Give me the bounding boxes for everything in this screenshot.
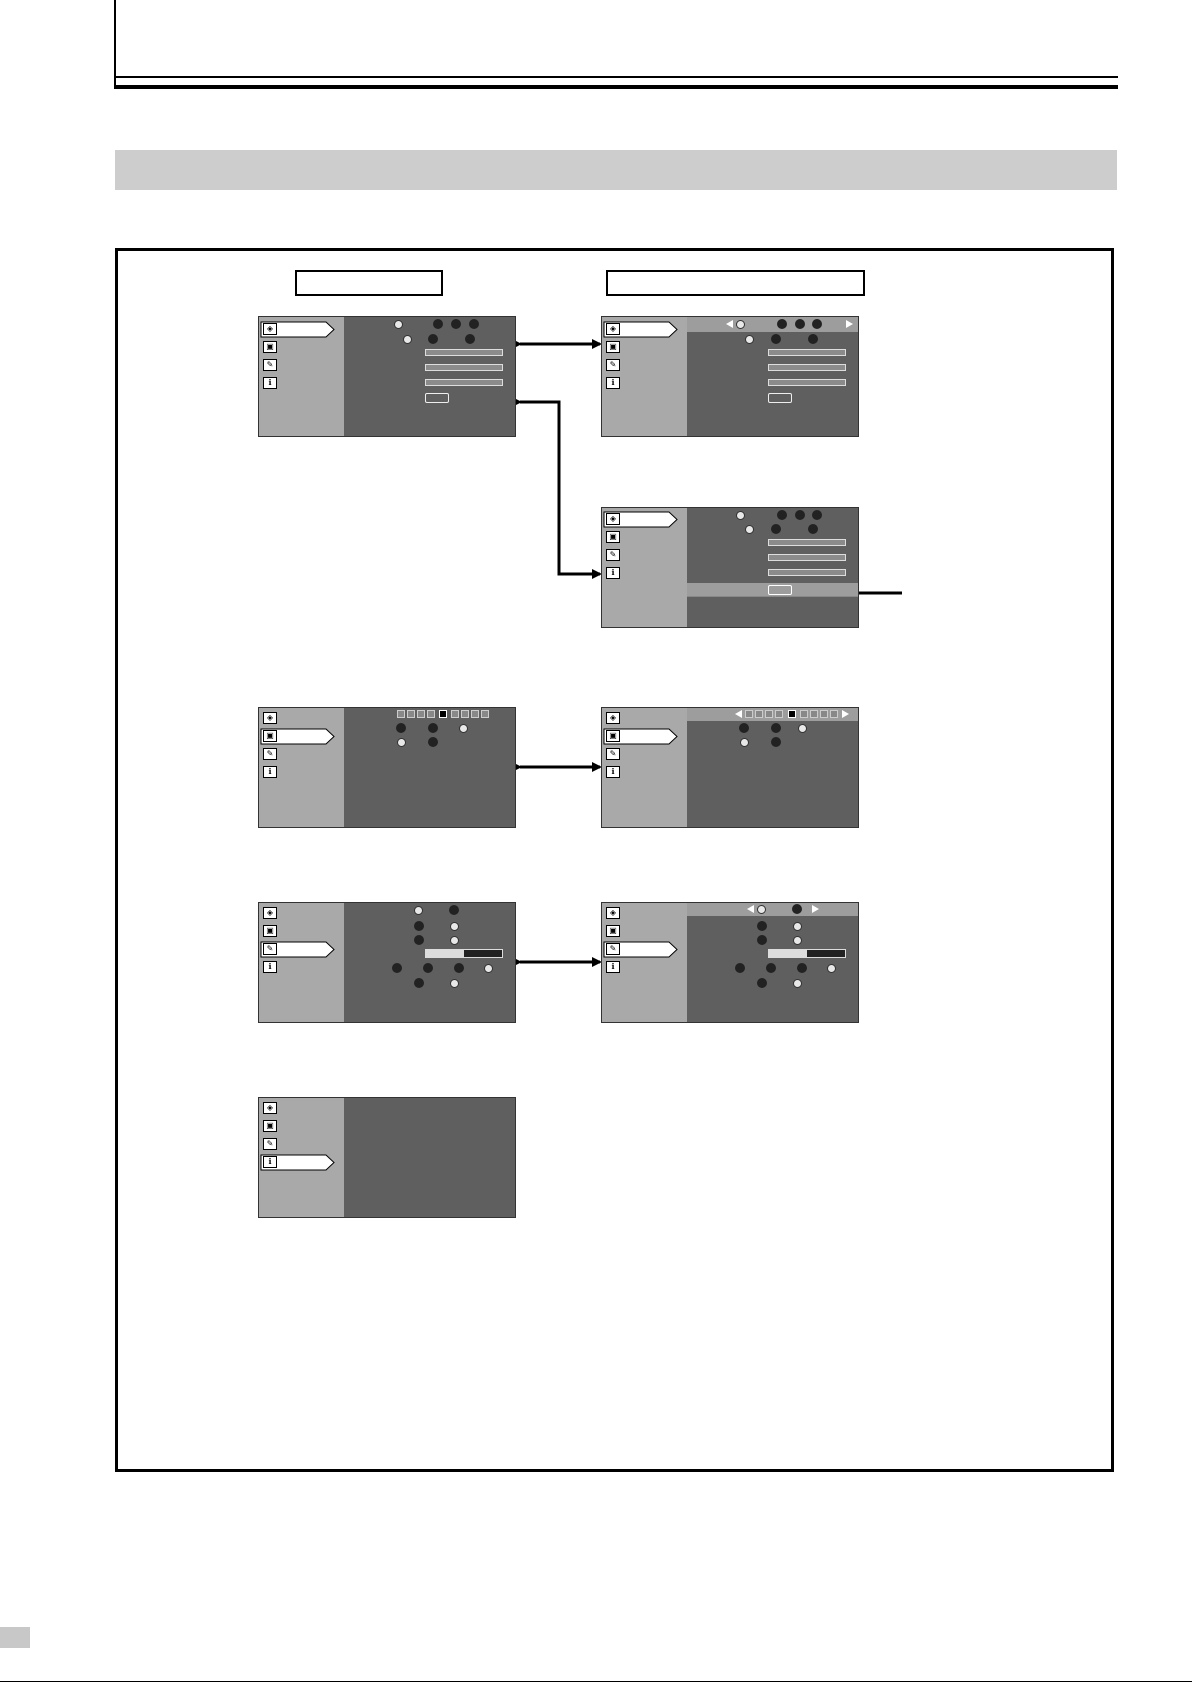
option-dot[interactable] <box>396 723 406 733</box>
screen-icon[interactable]: ▣ <box>606 531 620 543</box>
option-dot[interactable] <box>812 510 822 520</box>
info-icon[interactable]: ℹ <box>263 766 277 778</box>
option-dot[interactable] <box>792 904 802 914</box>
option-dot[interactable] <box>414 978 424 988</box>
info-icon[interactable]: ℹ <box>263 1156 277 1168</box>
aspect-option[interactable] <box>755 710 763 718</box>
right-arrow-icon[interactable] <box>846 320 853 328</box>
option-marker <box>414 906 423 915</box>
option-dot[interactable] <box>777 510 787 520</box>
option-marker <box>736 511 745 520</box>
aspect-option[interactable] <box>407 710 415 718</box>
option-marker <box>450 936 459 945</box>
setup-icon[interactable]: ✎ <box>606 549 620 561</box>
option-dot[interactable] <box>449 905 459 915</box>
aspect-option[interactable] <box>745 710 753 718</box>
option-dot[interactable] <box>428 737 438 747</box>
reset-button[interactable] <box>425 393 449 403</box>
option-marker <box>745 525 754 534</box>
aspect-option-selected[interactable] <box>788 710 796 718</box>
setup-icon[interactable]: ✎ <box>606 359 620 371</box>
aspect-option[interactable] <box>820 710 828 718</box>
setup-menu <box>258 902 516 1023</box>
picture-menu <box>258 316 516 437</box>
option-dot[interactable] <box>392 963 402 973</box>
info-icon[interactable]: ℹ <box>606 377 620 389</box>
info-icon[interactable]: ℹ <box>263 961 277 973</box>
reset-button[interactable] <box>768 393 792 403</box>
option-dot[interactable] <box>808 524 818 534</box>
option-dot[interactable] <box>465 334 475 344</box>
adjust-bar[interactable] <box>768 539 846 546</box>
option-dot[interactable] <box>757 921 767 931</box>
left-arrow-icon[interactable] <box>726 320 733 328</box>
info-icon[interactable]: ℹ <box>606 766 620 778</box>
picture-menu-reset <box>601 507 859 628</box>
option-dot[interactable] <box>423 963 433 973</box>
aspect-option[interactable] <box>427 710 435 718</box>
option-dot[interactable] <box>771 737 781 747</box>
setup-icon[interactable]: ✎ <box>263 359 277 371</box>
info-menu <box>258 1097 516 1218</box>
arrow-picture-reset <box>520 402 600 574</box>
option-dot[interactable] <box>454 963 464 973</box>
aspect-option[interactable] <box>417 710 425 718</box>
adjust-bar[interactable] <box>768 364 846 371</box>
adjust-bar[interactable] <box>425 349 503 356</box>
picture-icon[interactable]: ◈ <box>606 513 620 525</box>
aspect-option[interactable] <box>830 710 838 718</box>
picture-icon[interactable]: ◈ <box>263 712 277 724</box>
aspect-option[interactable] <box>397 710 405 718</box>
picture-icon[interactable]: ◈ <box>263 907 277 919</box>
option-marker <box>450 922 459 931</box>
screen-icon[interactable]: ▣ <box>263 1120 277 1132</box>
screen-menu <box>258 707 516 828</box>
adjust-bar[interactable] <box>768 379 846 386</box>
option-marker <box>397 738 406 747</box>
picture-icon[interactable]: ◈ <box>263 1102 277 1114</box>
setup-icon[interactable]: ✎ <box>263 1138 277 1150</box>
option-dot[interactable] <box>428 723 438 733</box>
aspect-option[interactable] <box>461 710 469 718</box>
option-marker <box>484 964 493 973</box>
screen-icon[interactable]: ▣ <box>263 730 277 742</box>
left-arrow-icon[interactable] <box>747 905 754 913</box>
option-marker <box>403 335 412 344</box>
option-dot[interactable] <box>451 319 461 329</box>
option-dot[interactable] <box>414 935 424 945</box>
setup-slider[interactable] <box>768 949 846 958</box>
option-dot[interactable] <box>735 963 745 973</box>
setup-icon[interactable]: ✎ <box>263 748 277 760</box>
option-dot[interactable] <box>739 723 749 733</box>
option-dot[interactable] <box>795 510 805 520</box>
option-marker <box>827 964 836 973</box>
option-marker <box>740 738 749 747</box>
option-dot[interactable] <box>771 524 781 534</box>
picture-icon[interactable]: ◈ <box>606 712 620 724</box>
page-number-tab <box>0 1627 30 1648</box>
setup-icon[interactable]: ✎ <box>263 943 277 955</box>
right-arrow-icon[interactable] <box>812 905 819 913</box>
left-arrow-icon[interactable] <box>735 710 742 718</box>
option-dot[interactable] <box>428 334 438 344</box>
adjust-bar[interactable] <box>768 349 846 356</box>
screen-icon[interactable]: ▣ <box>606 925 620 937</box>
screen-icon[interactable]: ▣ <box>263 341 277 353</box>
screen-icon[interactable]: ▣ <box>606 730 620 742</box>
option-dot[interactable] <box>777 319 787 329</box>
picture-icon[interactable]: ◈ <box>263 323 277 335</box>
setup-slider[interactable] <box>425 949 503 958</box>
picture-icon[interactable]: ◈ <box>606 907 620 919</box>
adjust-bar[interactable] <box>768 554 846 561</box>
picture-icon[interactable]: ◈ <box>606 323 620 335</box>
adjust-bar[interactable] <box>425 364 503 371</box>
option-dot[interactable] <box>797 963 807 973</box>
option-marker <box>798 724 807 733</box>
setup-menu-edit <box>601 902 859 1023</box>
setup-slider-fill <box>769 950 807 957</box>
aspect-option[interactable] <box>765 710 773 718</box>
info-icon[interactable]: ℹ <box>606 961 620 973</box>
right-arrow-icon[interactable] <box>842 710 849 718</box>
setup-icon[interactable]: ✎ <box>606 748 620 760</box>
highlighted-row <box>687 317 859 332</box>
option-marker <box>459 724 468 733</box>
option-dot[interactable] <box>433 319 443 329</box>
option-dot[interactable] <box>757 978 767 988</box>
aspect-option[interactable] <box>800 710 808 718</box>
option-dot[interactable] <box>812 319 822 329</box>
setup-slider-fill <box>426 950 464 957</box>
option-marker <box>793 979 802 988</box>
option-dot[interactable] <box>808 334 818 344</box>
footer-rule <box>0 1681 1192 1682</box>
screen-icon[interactable]: ▣ <box>263 925 277 937</box>
aspect-option[interactable] <box>481 710 489 718</box>
separator <box>687 596 859 597</box>
setup-icon[interactable]: ✎ <box>606 943 620 955</box>
option-marker <box>793 936 802 945</box>
option-dot[interactable] <box>469 319 479 329</box>
highlighted-row <box>687 903 859 916</box>
option-marker <box>757 905 766 914</box>
option-dot[interactable] <box>757 935 767 945</box>
option-marker <box>745 335 754 344</box>
adjust-bar[interactable] <box>425 379 503 386</box>
aspect-option-selected[interactable] <box>439 710 447 718</box>
aspect-option[interactable] <box>471 710 479 718</box>
info-icon[interactable]: ℹ <box>263 377 277 389</box>
info-icon[interactable]: ℹ <box>606 567 620 579</box>
option-marker <box>450 979 459 988</box>
option-dot[interactable] <box>414 921 424 931</box>
option-dot[interactable] <box>766 963 776 973</box>
option-marker <box>736 320 745 329</box>
adjust-bar[interactable] <box>768 569 846 576</box>
option-marker <box>793 922 802 931</box>
option-dot[interactable] <box>771 723 781 733</box>
aspect-option[interactable] <box>775 710 783 718</box>
screen-menu-edit <box>601 707 859 828</box>
option-marker <box>394 320 403 329</box>
reset-button[interactable] <box>768 585 792 595</box>
option-dot[interactable] <box>795 319 805 329</box>
picture-menu-edit <box>601 316 859 437</box>
option-dot[interactable] <box>771 334 781 344</box>
aspect-option[interactable] <box>451 710 459 718</box>
aspect-option[interactable] <box>810 710 818 718</box>
screen-icon[interactable]: ▣ <box>606 341 620 353</box>
